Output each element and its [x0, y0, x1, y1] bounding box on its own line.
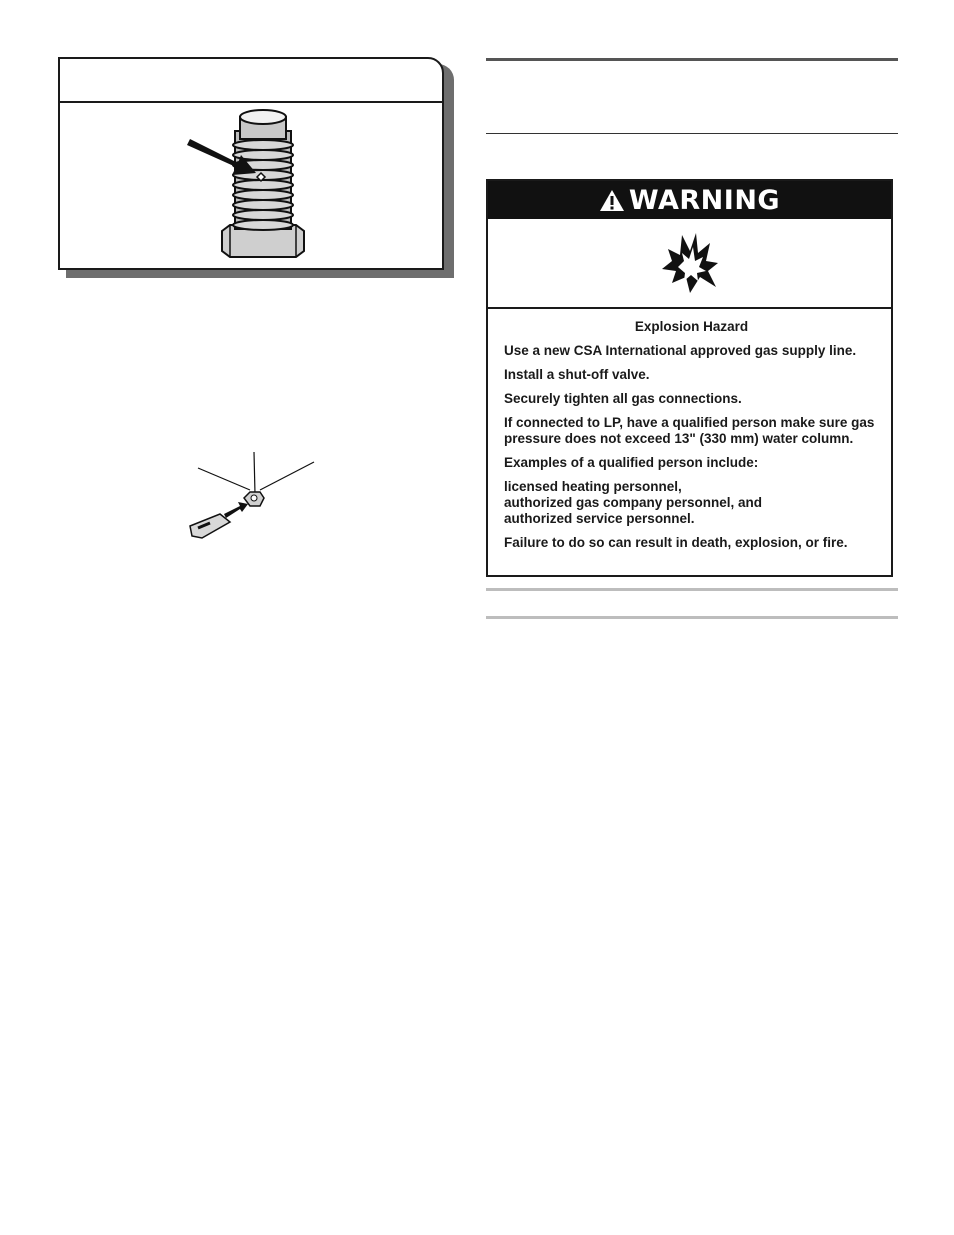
qualified-person-item: licensed heating personnel,: [504, 479, 682, 494]
warning-line: Install a shut-off valve.: [504, 367, 650, 382]
warning-line: Securely tighten all gas connections.: [504, 391, 742, 406]
warning-title: WARNING: [628, 184, 781, 216]
illustration-card-header: [60, 59, 442, 103]
qualified-person-item: authorized service personnel.: [504, 511, 695, 526]
warning-line: If connected to LP, have a qualified person make sure gas pressure does not exceed 13" (330 mm) water column.: [504, 415, 875, 446]
hazard-title: Explosion Hazard: [634, 319, 749, 334]
section-rule-gray: [486, 616, 898, 619]
gas-orifice-spud-illustration: [60, 101, 442, 268]
warning-line: Examples of a qualified person include:: [504, 455, 759, 470]
qualified-persons-list: [504, 479, 879, 527]
warning-closing: Failure to do so can result in death, explosion, or fire.: [504, 535, 848, 550]
explosion-icon: [658, 231, 722, 295]
orifice-illustration-card: [58, 57, 444, 270]
ground-terminal-illustration: [180, 448, 320, 548]
warning-line: Use a new CSA International approved gas supply line.: [504, 343, 857, 358]
section-rule-gray: [486, 588, 898, 591]
section-rule: [486, 133, 898, 134]
warning-body: [504, 319, 879, 559]
warning-box: [486, 179, 893, 577]
warning-header: [488, 181, 891, 219]
warning-icon-area: [488, 219, 891, 309]
qualified-person-item: authorized gas company personnel, and: [504, 495, 763, 510]
section-rule-top: [486, 58, 898, 61]
alert-triangle-icon: [599, 189, 625, 212]
